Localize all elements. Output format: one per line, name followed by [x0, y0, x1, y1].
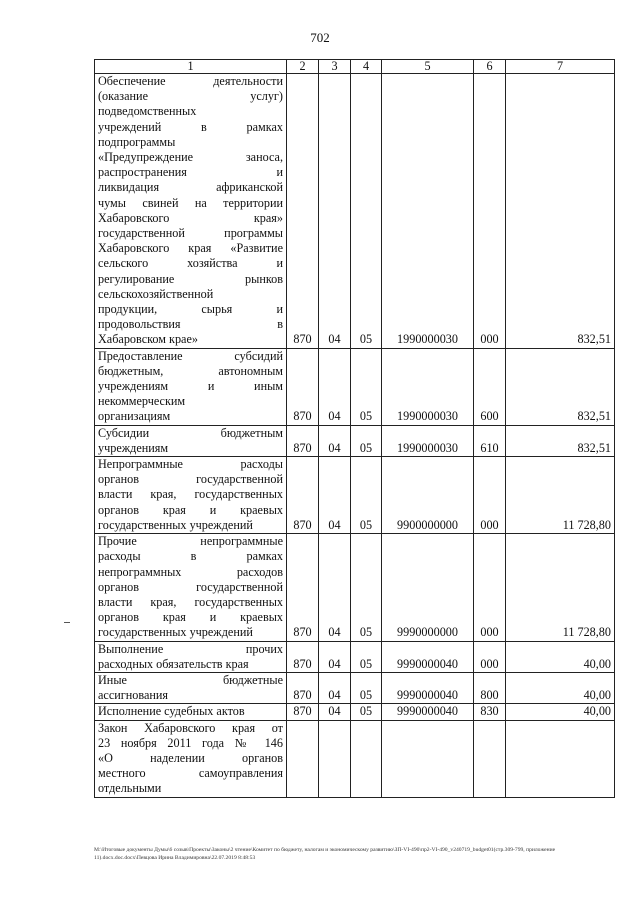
- column-header: 5: [382, 60, 474, 74]
- amount-cell: 832,51: [506, 348, 615, 425]
- code-vr: 000: [474, 74, 506, 349]
- table-row: [95, 74, 615, 349]
- row-name-cell: [95, 534, 287, 641]
- row-name-line: отдельными: [98, 781, 162, 796]
- row-name-line: учреждениям: [98, 440, 169, 455]
- column-header: 2: [287, 60, 319, 74]
- budget-table: [94, 59, 615, 798]
- code-csr: 1990000030: [382, 74, 474, 349]
- code-rz: 04: [319, 641, 351, 672]
- margin-mark: [64, 622, 70, 623]
- table-row: [95, 457, 615, 534]
- code-pr: 05: [351, 641, 382, 672]
- row-name-line: бюджетным, автономным: [98, 363, 283, 378]
- code-csr: 9990000000: [382, 534, 474, 641]
- amount-cell: 11 728,80: [506, 534, 615, 641]
- code-rz: 04: [319, 348, 351, 425]
- code-csr: 9990000040: [382, 641, 474, 672]
- amount-cell: 832,51: [506, 74, 615, 349]
- code-vr: 800: [474, 672, 506, 703]
- code-pr: 05: [351, 425, 382, 456]
- row-name-line: Иные бюджетные: [98, 672, 283, 687]
- row-name-line: ликвидация африканской: [98, 180, 283, 195]
- code-pr: 05: [351, 457, 382, 534]
- row-name-line: учреждениям и иным: [98, 379, 283, 394]
- row-name-line: ассигнования: [98, 688, 169, 703]
- row-name-line: (оказание услуг): [98, 89, 283, 104]
- row-name-line: «О наделении органов: [98, 750, 283, 765]
- code-rz: 04: [319, 457, 351, 534]
- row-name-line: Непрограммные расходы: [98, 457, 283, 472]
- code-vr: [474, 720, 506, 797]
- table-row: [95, 672, 615, 703]
- code-csr: [382, 720, 474, 797]
- code-csr: 9900000000: [382, 457, 474, 534]
- row-name-line: местного самоуправления: [98, 766, 283, 781]
- row-name-line: непрограммных расходов: [98, 564, 283, 579]
- code-gr: 870: [287, 704, 319, 720]
- code-gr: [287, 720, 319, 797]
- row-name-line: государственных учреждений: [98, 625, 253, 640]
- column-header: 7: [506, 60, 615, 74]
- code-csr: 9990000040: [382, 704, 474, 720]
- row-name-cell: [95, 348, 287, 425]
- row-name-line: распространения и: [98, 165, 283, 180]
- row-name-line: Субсидии бюджетным: [98, 425, 283, 440]
- row-name-line: учреждений в рамках: [98, 119, 283, 134]
- code-gr: 870: [287, 672, 319, 703]
- row-name-line: подведомственных: [98, 104, 197, 119]
- column-header: 3: [319, 60, 351, 74]
- row-name-line: Обеспечение деятельности: [98, 74, 283, 88]
- row-name-line: Хабаровском крае»: [98, 332, 198, 347]
- row-name-cell: [95, 74, 287, 349]
- table-row: [95, 534, 615, 641]
- table-row: [95, 641, 615, 672]
- code-vr: 830: [474, 704, 506, 720]
- code-gr: 870: [287, 534, 319, 641]
- row-name-line: органов государственной: [98, 579, 283, 594]
- row-name-cell: [95, 720, 287, 797]
- amount-cell: 40,00: [506, 672, 615, 703]
- row-name-cell: [95, 425, 287, 456]
- row-name-line: некоммерческим: [98, 394, 186, 409]
- row-name-line: 23 ноября 2011 года № 146: [98, 735, 283, 750]
- amount-cell: 40,00: [506, 641, 615, 672]
- code-rz: 04: [319, 672, 351, 703]
- row-name-line: власти края, государственных: [98, 487, 283, 502]
- code-gr: 870: [287, 348, 319, 425]
- row-name-line: государственной программы: [98, 226, 283, 241]
- row-name-line: чумы свиней на территории: [98, 195, 283, 210]
- code-vr: 000: [474, 534, 506, 641]
- document-path-footer: M:\Итоговые документы Думы\6 созыв\Проекты\Законы\2 чтение\Комитет по бюджету, налогам и экономическому развитию\ЗП-VI-490\пр2-VI-490_v240719_budget01(стр.309-799, приложение 11).docx.doc.docx\Певцова Ирина Владимировна\22.07.2019 8:48:53: [94, 847, 556, 861]
- code-rz: 04: [319, 74, 351, 349]
- row-name-line: расходы в рамках: [98, 549, 283, 564]
- row-name-line: Хабаровского края «Развитие: [98, 241, 283, 256]
- code-vr: 000: [474, 457, 506, 534]
- amount-cell: 832,51: [506, 425, 615, 456]
- code-gr: 870: [287, 425, 319, 456]
- code-pr: 05: [351, 348, 382, 425]
- table-row: [95, 720, 615, 797]
- row-name-line: сельскохозяйственной: [98, 286, 214, 301]
- table-header-row: [95, 60, 615, 74]
- row-name-line: Закон Хабаровского края от: [98, 720, 283, 735]
- row-name-line: органов государственной: [98, 472, 283, 487]
- amount-cell: [506, 720, 615, 797]
- row-name-line: органов края и краевых: [98, 502, 283, 517]
- row-name-cell: [95, 457, 287, 534]
- code-rz: 04: [319, 425, 351, 456]
- amount-cell: 40,00: [506, 704, 615, 720]
- column-header: 4: [351, 60, 382, 74]
- table-row: [95, 425, 615, 456]
- row-name-line: Хабаровского края»: [98, 210, 283, 225]
- row-name-line: регулирование рынков: [98, 271, 283, 286]
- column-header: 6: [474, 60, 506, 74]
- code-gr: 870: [287, 641, 319, 672]
- table-row: [95, 704, 615, 720]
- row-name-line: Прочие непрограммные: [98, 534, 283, 549]
- row-name-line: государственных учреждений: [98, 517, 253, 532]
- row-name-line: власти края, государственных: [98, 594, 283, 609]
- code-gr: 870: [287, 457, 319, 534]
- row-name-line: Выполнение прочих: [98, 641, 283, 656]
- page-number: 702: [310, 30, 330, 45]
- code-pr: 05: [351, 704, 382, 720]
- code-vr: 000: [474, 641, 506, 672]
- code-pr: [351, 720, 382, 797]
- row-name-cell: [95, 704, 287, 720]
- row-name-line: Предоставление субсидий: [98, 348, 283, 363]
- code-gr: 870: [287, 74, 319, 349]
- amount-cell: 11 728,80: [506, 457, 615, 534]
- row-name-line: подпрограммы: [98, 134, 176, 149]
- table-body: [95, 74, 615, 798]
- code-pr: 05: [351, 672, 382, 703]
- code-csr: 1990000030: [382, 425, 474, 456]
- table-row: [95, 348, 615, 425]
- code-rz: 04: [319, 704, 351, 720]
- row-name-line: сельского хозяйства и: [98, 256, 283, 271]
- code-vr: 610: [474, 425, 506, 456]
- row-name-cell: [95, 641, 287, 672]
- row-name-line: органов края и краевых: [98, 610, 283, 625]
- code-csr: 9990000040: [382, 672, 474, 703]
- row-name-line: «Предупреждение заноса,: [98, 150, 283, 165]
- row-name-line: продовольствия в: [98, 317, 283, 332]
- code-rz: 04: [319, 534, 351, 641]
- row-name-line: расходных обязательств края: [98, 656, 249, 671]
- column-header: 1: [95, 60, 287, 74]
- code-csr: 1990000030: [382, 348, 474, 425]
- code-pr: 05: [351, 534, 382, 641]
- code-rz: [319, 720, 351, 797]
- code-vr: 600: [474, 348, 506, 425]
- row-name-line: организациям: [98, 409, 171, 424]
- row-name-cell: [95, 672, 287, 703]
- code-pr: 05: [351, 74, 382, 349]
- row-name-line: Исполнение судебных актов: [98, 704, 245, 719]
- row-name-line: продукции, сырья и: [98, 302, 283, 317]
